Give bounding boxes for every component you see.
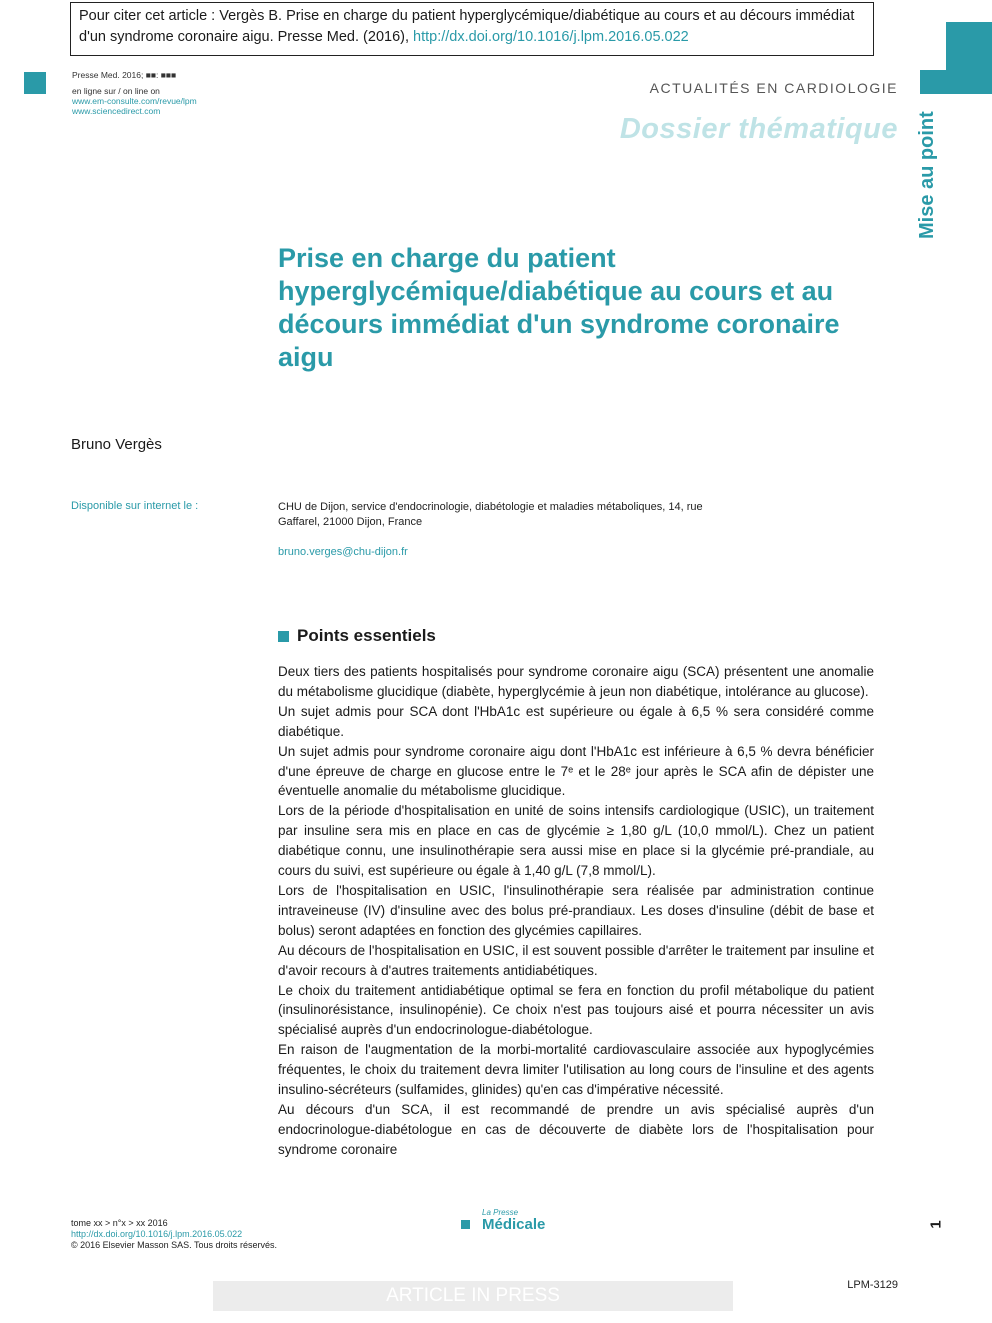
point-paragraph: Un sujet admis pour SCA dont l'HbA1c est supérieure ou égale à 6,5 % sera considéré comme diabétique. <box>278 703 874 739</box>
point-paragraph: Lors de la période d'hospitalisation en unité de soins intensifs cardiologique (USIC), un traitement par insuline sera mis en place en cas de glycémie ≥ 1,80 g/L (10,0 mmol/L). Chez un patient diabétique connu, une insulinothérapie sera aussi mise en place si la glycémie pré-prandiale, au cours du suivi, est supérieure ou égale à 1,40 g/L (7,8 mmol/L). <box>278 803 874 879</box>
points-body <box>278 662 874 1160</box>
point-paragraph: Un sujet admis pour syndrome coronaire aigu dont l'HbA1c est inférieure à 6,5 % devra bénéficier d'une épreuve de charge en glucose entre le 7ᵉ et le 28ᵉ jour après le SCA afin de dépister une éventuelle anomalie du métabolisme glucidique. <box>278 743 874 799</box>
dossier-heading: Dossier thématique <box>619 113 898 145</box>
logo-square-icon <box>461 1220 470 1229</box>
online-label: en ligne sur / on line on <box>72 86 160 96</box>
footer-meta <box>71 1218 277 1251</box>
points-title: Points essentiels <box>297 626 436 645</box>
article-title: Prise en charge du patient hyperglycémique/diabétique au cours et au décours immédiat d'un syndrome coronaire aigu <box>278 243 840 372</box>
point-paragraph: Lors de l'hospitalisation en USIC, l'insulinothérapie sera réalisée par administration continue intraveineuse (IV) d'insuline avec des bolus pré-prandiaux. Les doses d'insuline (débit de base et bolus) seront adaptées en fonction des glycémies capillaires. <box>278 882 874 938</box>
author-email[interactable]: bruno.verges@chu-dijon.fr <box>278 546 408 558</box>
journal-logo <box>461 1209 545 1232</box>
logo-main-text: Médicale <box>482 1216 546 1233</box>
article-code: LPM-3129 <box>847 1279 898 1291</box>
corner-square-icon <box>24 72 46 94</box>
affiliation: CHU de Dijon, service d'endocrinologie, diabétologie et maladies métaboliques, 14, rue Gaffarel, 21000 Dijon, France <box>278 501 703 528</box>
footer-doi-link[interactable]: http://dx.doi.org/10.1016/j.lpm.2016.05.022 <box>71 1229 243 1239</box>
point-paragraph: Deux tiers des patients hospitalisés pour syndrome coronaire aigu (SCA) présentent une anomalie du métabolisme glucidique (diabète, hyperglycémie à jeun non diabétique, intolérance au glucose). <box>278 664 874 699</box>
points-header <box>278 626 436 646</box>
point-paragraph: En raison de l'augmentation de la morbi-mortalité cardiovasculaire associée aux hypoglycémies fréquentes, le choix du traitement devra limiter l'utilisation au long cours de l'insuline et des agents insulino-sécréteurs (sulfamides, glinides) qu'en cas d'impérative nécessité. <box>278 1042 874 1098</box>
journal-url-sciencedirect[interactable]: www.sciencedirect.com <box>72 106 161 116</box>
copyright: © 2016 Elsevier Masson SAS. Tous droits réservés. <box>71 1240 278 1250</box>
square-bullet-icon <box>278 631 289 642</box>
citation-text: Pour citer cet article : Vergès B. Prise en charge du patient hyperglycémique/diabétique au cours et au décours immédiat d'un syndrome coronaire aigu. Presse Med. (2016), <box>79 8 855 45</box>
point-paragraph: Au décours d'un SCA, il est recommandé de prendre un avis spécialisé auprès d'un endocrinologue-diabétologue en cas de découverte de diabète lors de l'hospitalisation pour syndrome coronaire <box>278 1101 874 1157</box>
journal-url-emconsulte[interactable]: www.em-consulte.com/revue/lpm <box>72 96 197 106</box>
section-tab-notch <box>920 22 946 70</box>
side-section-label: Mise au point <box>916 111 938 239</box>
author-name: Bruno Vergès <box>71 436 162 453</box>
logo-small-text: La Presse <box>482 1208 519 1217</box>
available-label: Disponible sur internet le : <box>71 500 199 512</box>
section-kicker: ACTUALITÉS EN CARDIOLOGIE <box>649 80 898 96</box>
article-in-press-banner: ARTICLE IN PRESS <box>213 1281 733 1311</box>
page-number: 1 <box>927 1220 945 1229</box>
citation-box <box>70 2 874 56</box>
journal-meta <box>72 70 197 116</box>
point-paragraph: Le choix du traitement antidiabétique optimal se fera en fonction du profil métabolique du patient (insulinorésistance, insulinopénie). Ce choix n'est pas toujours aisé et pourra nécessiter un avis spécialisé auprès d'un endocrinologue-diabétologue. <box>278 982 874 1038</box>
journal-ref: Presse Med. 2016; ■■: ■■■ <box>72 70 177 80</box>
citation-doi-link[interactable]: http://dx.doi.org/10.1016/j.lpm.2016.05.022 <box>413 29 689 45</box>
issue-info: tome xx > n°x > xx 2016 <box>71 1218 168 1228</box>
point-paragraph: Au décours de l'hospitalisation en USIC, il est souvent possible d'arrêter le traitement par insuline et d'avoir recours à d'autres traitements antidiabétiques. <box>278 942 874 978</box>
